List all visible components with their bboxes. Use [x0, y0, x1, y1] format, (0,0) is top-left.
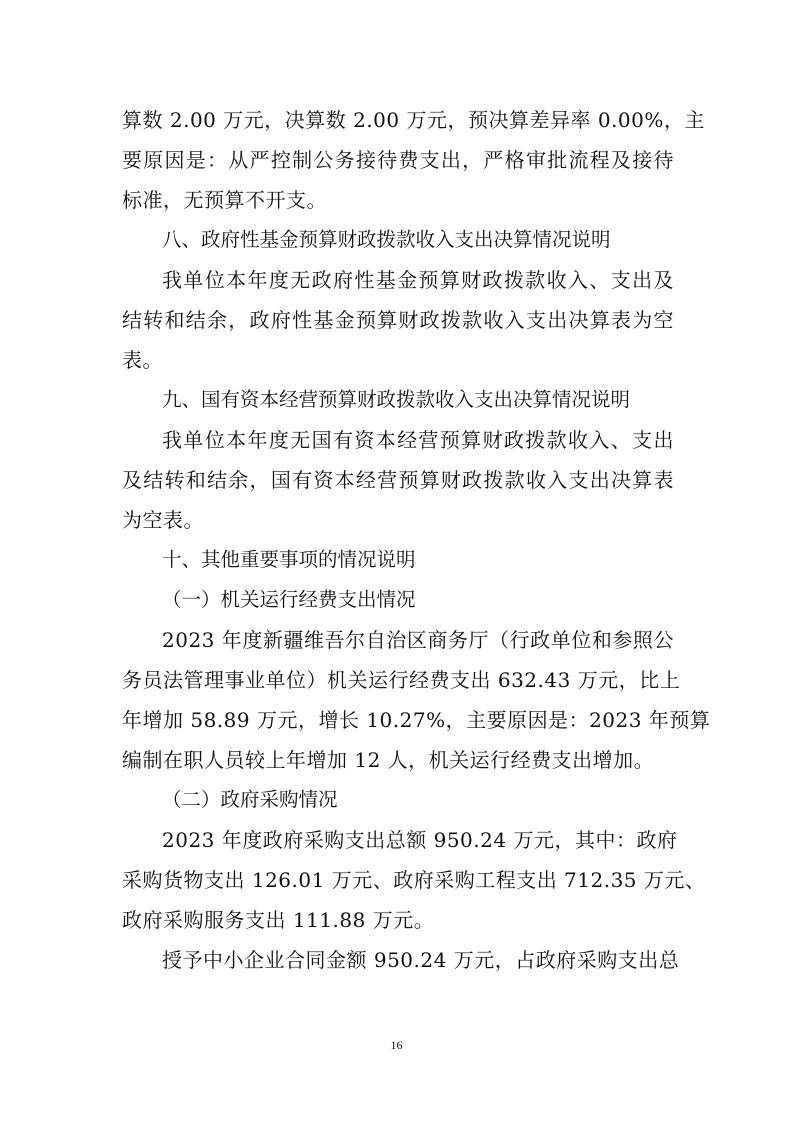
subsection-heading-1: （一）机关运行经费支出情况: [162, 588, 416, 611]
paragraph-line: 2023 年度政府采购支出总额 950.24 万元，其中：政府: [162, 828, 678, 852]
paragraph-line: 年增加 58.89 万元，增长 10.27%，主要原因是：2023 年预算: [122, 708, 711, 732]
paragraph-line: 授予中小企业合同金额 950.24 万元，占政府采购支出总: [162, 948, 680, 972]
paragraph-line: 算数 2.00 万元，决算数 2.00 万元，预决算差异率 0.00%，主: [122, 108, 705, 132]
paragraph-line: 为空表。: [122, 508, 204, 532]
paragraph-line: 表。: [122, 348, 163, 372]
paragraph-line: 编制在职人员较上年增加 12 人，机关运行经费支出增加。: [122, 748, 655, 772]
paragraph-line: 要原因是：从严控制公务接待费支出，严格审批流程及接待: [122, 148, 674, 172]
paragraph-line: 2023 年度新疆维吾尔自治区商务厅（行政单位和参照公: [162, 628, 674, 652]
section-heading-9: 九、国有资本经营预算财政拨款收入支出决算情况说明: [162, 388, 631, 411]
paragraph-line: 我单位本年度无国有资本经营预算财政拨款收入、支出: [162, 428, 674, 452]
document-page: [122, 100, 711, 980]
section-heading-10: 十、其他重要事项的情况说明: [162, 548, 416, 571]
paragraph-line: 及结转和结余，国有资本经营预算财政拨款收入支出决算表: [122, 468, 674, 492]
subsection-heading-2: （二）政府采购情况: [162, 788, 338, 811]
paragraph-line: 务员法管理事业单位）机关运行经费支出 632.43 万元，比上: [122, 668, 681, 692]
paragraph-line: 政府采购服务支出 111.88 万元。: [122, 908, 435, 932]
paragraph-line: 我单位本年度无政府性基金预算财政拨款收入、支出及: [162, 268, 674, 292]
section-heading-8: 八、政府性基金预算财政拨款收入支出决算情况说明: [162, 228, 611, 251]
page-number: 16: [390, 1038, 403, 1052]
paragraph-line: 采购货物支出 126.01 万元、政府采购工程支出 712.35 万元、: [122, 868, 706, 892]
paragraph-line: 标准，无预算不开支。: [122, 188, 327, 212]
paragraph-line: 结转和结余，政府性基金预算财政拨款收入支出决算表为空: [122, 308, 674, 332]
